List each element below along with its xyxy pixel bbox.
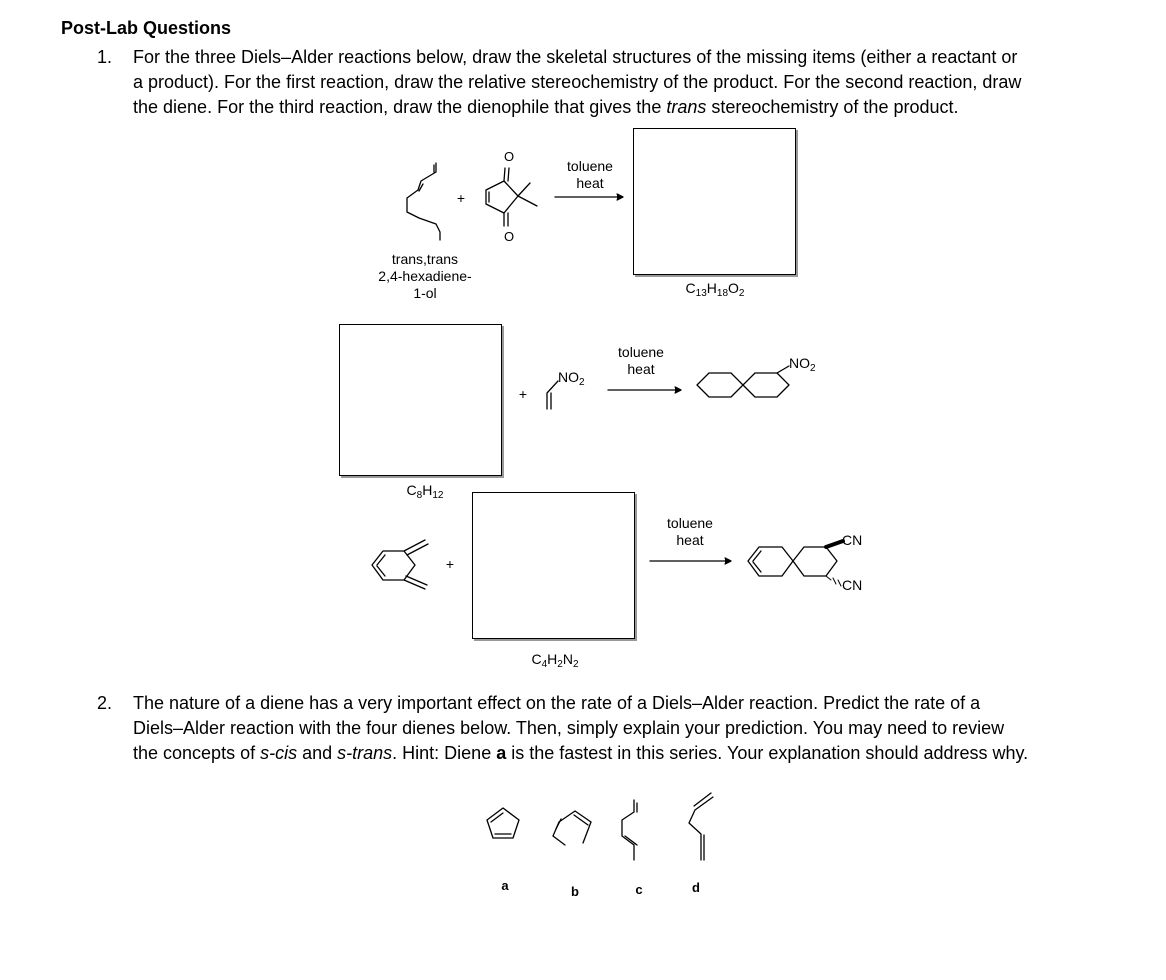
q2-l3-c: . Hint: Diene (392, 743, 497, 763)
rxn2-plus: + (518, 386, 528, 402)
f3-c: C (531, 651, 542, 667)
q2-line-1: The nature of a diene has a very important effect on the rate of a Diels–Alder reaction. Predict the rate of a (133, 693, 981, 713)
f2-c-n: 8 (416, 490, 423, 501)
q2-scis: s-cis (260, 743, 298, 763)
rxn1-plus: + (456, 190, 466, 206)
diene-a-cyclopentadiene (487, 808, 519, 838)
q2-l3-a: the concepts of (133, 743, 261, 763)
diene-label-b: b (571, 884, 579, 899)
q2-number: 2. (97, 693, 113, 713)
f1-c: C (685, 280, 696, 296)
rxn2-dienophile-no2 (558, 369, 598, 391)
rxn1-conditions (550, 158, 630, 192)
q2-line-3 (133, 741, 1153, 766)
f2-c: C (406, 482, 417, 498)
q2-l3-d: is the fastest in this series. Your explanation should address why. (506, 743, 1029, 763)
q1-line-3-a: the diene. For the third reaction, draw the dienophile that gives the (133, 97, 667, 117)
rxn3-conditions (650, 515, 730, 549)
rxn2-conditions (601, 344, 681, 378)
rxn1-name-line-2: 2,4-hexadiene- (378, 268, 472, 284)
f1-o-n: 2 (738, 288, 745, 299)
f2-h-n: 12 (432, 490, 444, 501)
f3-n: N (562, 651, 573, 667)
f1-h-n: 18 (716, 288, 729, 299)
rxn3-plus: + (445, 556, 455, 572)
q2-diene-a-bold: a (496, 743, 507, 763)
page-title: Post-Lab Questions (61, 18, 232, 38)
diene-d-diene (689, 793, 713, 860)
rxn3-answer-box[interactable] (472, 492, 635, 639)
q2-text (133, 691, 1153, 766)
diene-label-c: c (635, 882, 643, 897)
xylylene-structure (372, 540, 428, 589)
rxn1-reactant-name (355, 251, 495, 302)
rxn1-name-line-3: 1-ol (413, 285, 437, 301)
rxn2-formula (375, 482, 475, 504)
rxn3-cn-top: CN (842, 532, 863, 548)
q2-strans: s-trans (337, 743, 393, 763)
rxn3-formula (505, 651, 605, 673)
rxn2-heat: heat (627, 361, 655, 377)
rxn2-no: NO (558, 369, 579, 385)
rxn2-p-no: NO (789, 355, 810, 371)
diene-b-cyclohexadiene (553, 811, 591, 845)
rxn1-heat: heat (576, 175, 604, 191)
dicyano-product-structure (748, 547, 837, 576)
f3-c-n: 4 (541, 659, 548, 670)
f1-h: H (706, 280, 717, 296)
rxn3-cn-bottom: CN (842, 577, 863, 593)
rxn1-oxygen-bottom: O (503, 229, 515, 244)
diene-label-a: a (501, 878, 509, 893)
f1-c-n: 13 (695, 288, 707, 299)
f3-n-n: 2 (572, 659, 579, 670)
rxn2-solvent: toluene (618, 344, 664, 360)
rxn2-p-no-sub: 2 (810, 363, 816, 374)
nitroethylene-structure (547, 381, 558, 409)
rxn3-solvent: toluene (667, 515, 713, 531)
f1-o: O (728, 280, 739, 296)
q1-number: 1. (97, 47, 113, 67)
q1-trans-emphasis: trans (666, 97, 707, 117)
rxn2-no-sub: 2 (579, 377, 585, 388)
nitro-decalin-structure (697, 366, 789, 397)
rxn3-heat: heat (676, 532, 704, 548)
rxn1-name-line-1: trans,trans (391, 251, 459, 267)
rxn1-oxygen-top: O (503, 149, 515, 164)
rxn2-answer-box[interactable] (339, 324, 502, 476)
rxn2-product-no2 (789, 355, 829, 377)
rxn1-solvent: toluene (567, 158, 613, 174)
q2-l3-b: and (297, 743, 338, 763)
f3-h: H (547, 651, 558, 667)
q1-line-2: a product). For the first reaction, draw the relative stereochemistry of the product. For the second reaction, draw (133, 72, 1022, 92)
diene-c-hexadiene (622, 800, 637, 860)
dienophile-ring-structure (486, 168, 537, 226)
diene-label-d: d (692, 880, 700, 895)
f2-h: H (422, 482, 433, 498)
rxn1-answer-box[interactable] (633, 128, 796, 275)
q2-line-2: Diels–Alder reaction with the four dienes below. Then, simply explain your prediction. You may need to review (133, 718, 1005, 738)
q1-line-1: For the three Diels–Alder reactions below, draw the skeletal structures of the missing items (either a reactant or (133, 47, 1018, 67)
hexadienol-structure (407, 163, 440, 240)
f3-h-n: 2 (557, 659, 563, 670)
q1-line-3-b: stereochemistry of the product. (706, 97, 959, 117)
rxn1-formula (660, 280, 770, 302)
